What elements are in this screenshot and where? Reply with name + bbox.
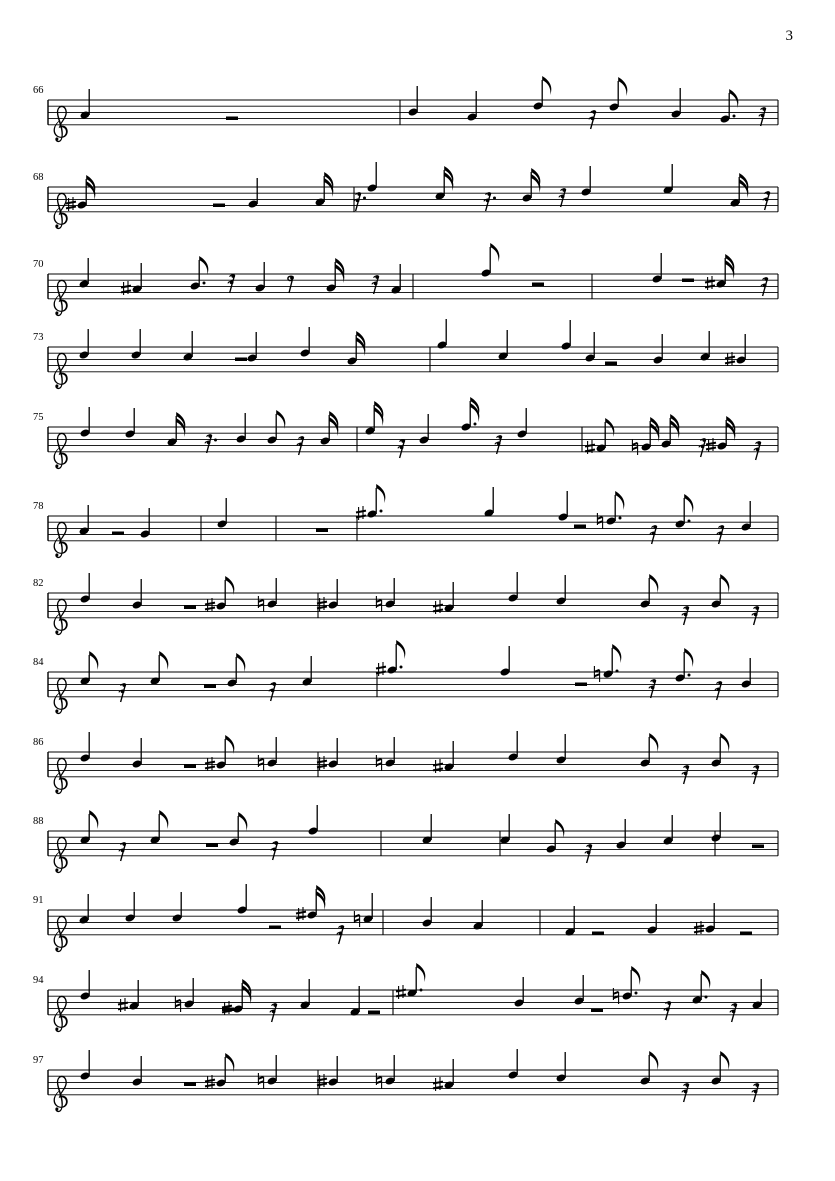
- system: [33, 319, 778, 389]
- page-number: 3: [785, 28, 793, 44]
- measure-number: 84: [33, 657, 44, 668]
- note-flag: [615, 491, 624, 510]
- note-flag: [159, 651, 168, 670]
- note-flag: [376, 484, 385, 503]
- natural-icon: [376, 1073, 381, 1089]
- note-flag: [649, 574, 658, 593]
- half-rest: [112, 532, 124, 536]
- eighth-rest: [288, 276, 294, 293]
- natural-icon: [597, 513, 602, 529]
- natural-icon: [175, 996, 180, 1012]
- augmentation-dot: [635, 992, 638, 995]
- note-flag: [416, 963, 425, 982]
- sixteenth-rest: [589, 110, 596, 129]
- note-flag: [159, 810, 168, 829]
- sixteenth-rest: [699, 438, 706, 457]
- note-flag: [396, 640, 405, 659]
- treble-clef-icon: [54, 280, 68, 316]
- half-rest: [226, 117, 238, 121]
- half-rest: [740, 932, 752, 936]
- measure-number: 97: [33, 1055, 44, 1066]
- note-flag: [720, 1051, 729, 1070]
- note-flag: [684, 648, 693, 667]
- note-flag: [490, 243, 499, 262]
- sixteenth-rest: [228, 274, 235, 293]
- augmentation-dot: [619, 517, 622, 520]
- half-rest: [532, 283, 544, 287]
- measure-number: 82: [33, 578, 44, 589]
- measure-number: 73: [33, 332, 44, 343]
- augmentation-dot: [705, 996, 708, 999]
- measure-number: 88: [33, 816, 44, 827]
- system: [33, 162, 778, 229]
- note-flag: [612, 644, 621, 663]
- half-rest: [184, 606, 196, 610]
- sharp-icon: [376, 662, 386, 676]
- note-flag: [618, 77, 627, 96]
- natural-icon: [258, 1073, 263, 1089]
- half-rest: [269, 926, 281, 930]
- sixteenth-rest: [354, 192, 366, 211]
- treble-clef-icon: [54, 916, 68, 952]
- half-rest: [574, 525, 586, 529]
- treble-clef-icon: [54, 353, 68, 389]
- half-rest: [605, 362, 617, 366]
- measure-number: 78: [33, 501, 44, 512]
- measure-number: 75: [33, 412, 44, 423]
- system: [33, 243, 778, 316]
- sharp-icon: [706, 438, 716, 452]
- augmentation-dot: [420, 989, 423, 992]
- sharp-icon: [396, 985, 406, 999]
- natural-icon: [376, 596, 381, 612]
- system: [33, 572, 778, 635]
- half-rest: [204, 685, 216, 689]
- note-flag: [684, 494, 693, 513]
- sixteenth-rest: [682, 606, 689, 625]
- note-flag: [649, 1051, 658, 1070]
- note-flag: [89, 651, 98, 670]
- augmentation-dot: [400, 666, 403, 669]
- augmentation-dot: [380, 510, 383, 513]
- note-flag: [225, 1053, 234, 1072]
- note-flag: [720, 574, 729, 593]
- note-flag: [89, 810, 98, 829]
- treble-clef-icon: [54, 433, 68, 469]
- treble-clef-icon: [54, 599, 68, 635]
- treble-clef-icon: [54, 193, 68, 229]
- measure-number: 66: [33, 85, 44, 96]
- half-rest: [368, 1011, 380, 1015]
- sixteenth-rest: [205, 434, 217, 453]
- system: [33, 963, 778, 1032]
- system: [33, 640, 778, 714]
- treble-clef-icon: [54, 522, 68, 558]
- measure-number: 70: [33, 259, 44, 270]
- natural-icon: [376, 755, 381, 771]
- half-rest: [575, 683, 587, 687]
- sixteenth-rest: [119, 683, 126, 702]
- treble-clef-icon: [54, 996, 68, 1032]
- sixteenth-rest: [759, 107, 766, 126]
- treble-clef-icon: [54, 758, 68, 794]
- treble-clef-icon: [54, 678, 68, 714]
- sharp-icon: [356, 506, 366, 520]
- treble-clef-icon: [54, 837, 68, 873]
- sixteenth-rest: [271, 841, 278, 860]
- half-rest: [592, 932, 604, 936]
- augmentation-dot: [363, 197, 366, 200]
- augmentation-dot: [493, 197, 496, 200]
- sixteenth-rest: [495, 435, 502, 454]
- natural-icon: [354, 911, 359, 927]
- sixteenth-rest: [269, 682, 276, 701]
- system: [33, 805, 778, 873]
- sixteenth-rest: [754, 441, 761, 460]
- note-flag: [542, 76, 551, 95]
- sixteenth-rest: [270, 1003, 277, 1022]
- augmentation-dot: [733, 115, 736, 118]
- note-flag: [236, 653, 245, 672]
- half-rest: [184, 1083, 196, 1087]
- sharp-icon: [118, 998, 128, 1012]
- sixteenth-rest: [372, 275, 379, 294]
- note-flag: [729, 89, 738, 108]
- measure-number: 68: [33, 172, 44, 183]
- sharp-icon: [296, 907, 306, 921]
- sixteenth-rest: [752, 606, 759, 625]
- augmentation-dot: [214, 439, 217, 442]
- treble-clef-icon: [54, 106, 68, 142]
- treble-clef-icon: [54, 1076, 68, 1112]
- half-rest: [184, 765, 196, 769]
- sixteenth-rest: [730, 1003, 737, 1022]
- augmentation-dot: [474, 423, 477, 426]
- natural-icon: [632, 439, 637, 455]
- note-flag: [605, 418, 614, 437]
- system: [33, 884, 778, 952]
- sixteenth-rest: [682, 765, 689, 784]
- measure-number: 91: [33, 895, 44, 906]
- system: [33, 1049, 778, 1112]
- half-rest: [591, 1009, 603, 1013]
- half-rest: [682, 279, 694, 283]
- system: [33, 397, 778, 469]
- augmentation-dot: [688, 674, 691, 677]
- note-flag: [720, 733, 729, 752]
- system: [33, 731, 778, 794]
- augmentation-dot: [688, 520, 691, 523]
- natural-icon: [258, 755, 263, 771]
- half-rest: [752, 845, 764, 849]
- half-rest: [206, 844, 218, 848]
- half-rest: [213, 204, 225, 208]
- note-flag: [649, 733, 658, 752]
- note-flag: [701, 970, 710, 989]
- half-rest: [316, 529, 328, 533]
- measure-number: 86: [33, 737, 44, 748]
- system: [33, 484, 778, 558]
- sixteenth-rest: [682, 1083, 689, 1102]
- system: [33, 76, 778, 142]
- sixteenth-rest: [649, 679, 656, 698]
- half-rest: [235, 358, 247, 362]
- note-flag: [555, 819, 564, 838]
- note-flag: [631, 966, 640, 985]
- note-flag: [238, 812, 247, 831]
- sixteenth-rest: [763, 191, 770, 210]
- sharp-icon: [705, 276, 715, 290]
- sixteenth-rest: [664, 1001, 671, 1020]
- sixteenth-rest: [398, 439, 405, 458]
- sixteenth-rest: [119, 842, 126, 861]
- natural-icon: [258, 596, 263, 612]
- augmentation-dot: [616, 670, 619, 673]
- sixteenth-rest: [752, 1083, 759, 1102]
- note-flag: [276, 410, 285, 429]
- sixteenth-rest: [484, 192, 496, 211]
- measure-number: 94: [33, 975, 44, 986]
- note-flag: [225, 735, 234, 754]
- note-flag: [199, 256, 208, 275]
- augmentation-dot: [203, 282, 206, 285]
- sixteenth-rest: [585, 844, 592, 863]
- natural-icon: [594, 666, 599, 682]
- sixteenth-rest: [752, 765, 759, 784]
- sixteenth-rest: [559, 188, 566, 207]
- sharp-icon: [694, 921, 704, 935]
- note-flag: [225, 576, 234, 595]
